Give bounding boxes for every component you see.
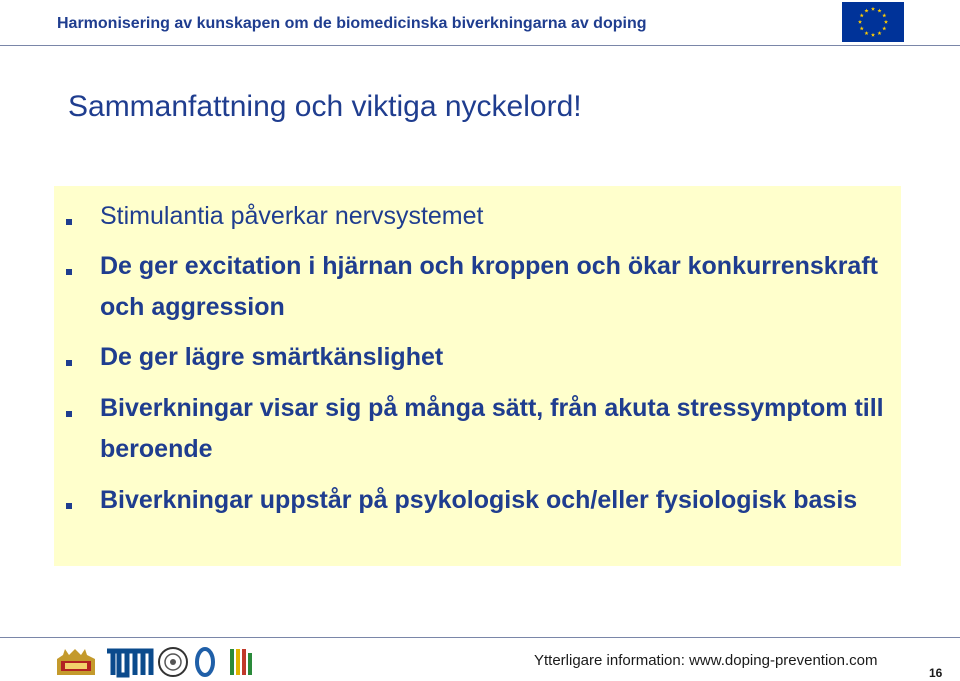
bullet-marker-icon [66, 503, 72, 509]
partner-logos [55, 645, 265, 679]
bullet-text: Stimulantia påverkar nervsystemet [100, 202, 484, 230]
footer-info-link[interactable]: Ytterligare information: www.doping-prevention.com [534, 652, 878, 669]
header-divider [0, 45, 960, 46]
bullet-text: Biverkningar visar sig på många sätt, från akuta stressymptom till beroende [100, 394, 884, 463]
page-number: 16 [929, 666, 943, 680]
stripes-logo [230, 649, 252, 675]
eu-flag-icon [842, 2, 904, 42]
bullet-marker-icon [66, 269, 72, 275]
header-title: Harmonisering av kunskapen om de biomedicinska biverkningarna av doping [57, 15, 647, 32]
footer-divider [0, 637, 960, 638]
slide-title: Sammanfattning och viktiga nyckelord! [68, 90, 582, 123]
bullet-marker-icon [66, 360, 72, 366]
university-crest-logo [57, 649, 95, 675]
ring-logo [197, 649, 213, 675]
seal-logo [159, 648, 187, 676]
bullet-marker-icon [66, 411, 72, 417]
bullet-text: Biverkningar uppstår på psykologisk och/eller fysiologisk basis [100, 486, 858, 514]
bullet-marker-icon [66, 219, 72, 225]
tum-logo [107, 651, 151, 675]
bullet-text: De ger lägre smärtkänslighet [100, 343, 444, 371]
bullet-text: De ger excitation i hjärnan och kroppen och ökar konkurrenskraft och aggression [100, 252, 878, 321]
summary-box [54, 186, 901, 566]
